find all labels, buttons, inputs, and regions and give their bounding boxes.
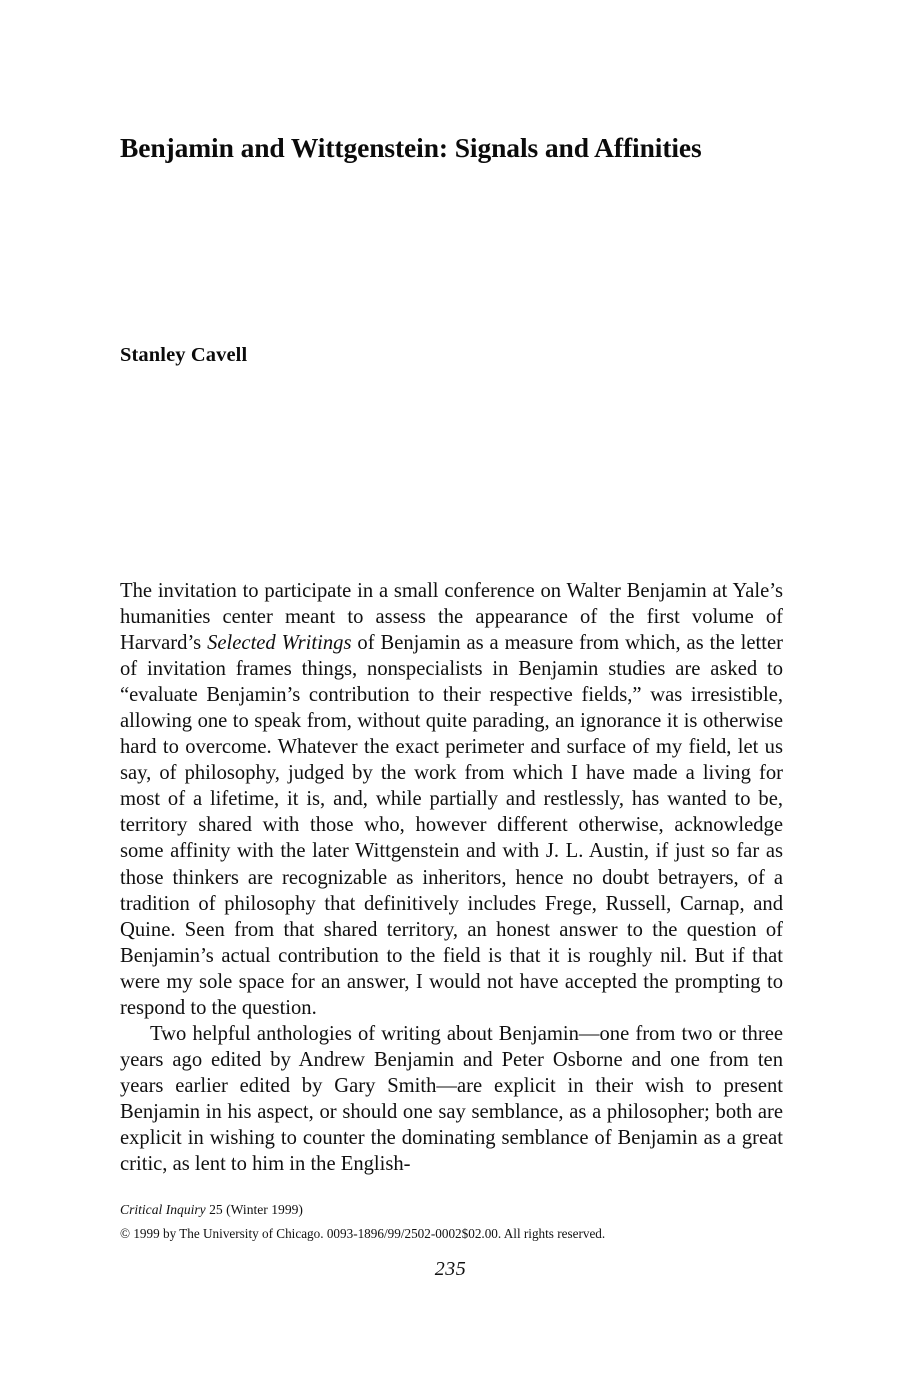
- page-number: 235: [434, 1258, 467, 1280]
- text-run: Two helpful anthologies of writing about Benjamin—one from two or three years ago edited by Andrew Benjamin and Peter Osborne and one from ten years earlier edited by Gary Smith—are explicit in their wish to present Benjamin in his aspect, or should one say semblance, as a philosopher; both are explicit in wishing to counter the dominating semblance of Benjamin as a great critic, as lent to him in the English-: [120, 1022, 783, 1176]
- author-byline: Stanley Cavell: [120, 344, 248, 366]
- journal-issue: 25 (Winter 1999): [205, 1202, 303, 1217]
- italic-title-run: Selected Writings: [207, 632, 352, 655]
- journal-citation-line: [120, 1200, 800, 1219]
- copyright-line: © 1999 by The University of Chicago. 0093-1896/99/2502-0002$02.00. All rights reserved.: [120, 1226, 606, 1241]
- journal-name: Critical Inquiry: [120, 1202, 206, 1217]
- paragraph-2: [120, 1021, 783, 1177]
- footer-citation-block: [120, 1200, 800, 1243]
- paragraph-1: [120, 578, 783, 1021]
- page-title: Benjamin and Wittgenstein: Signals and Affinities: [120, 132, 702, 164]
- text-run: of Benjamin as a measure from which, as the letter of invitation frames things, nonspecialists in Benjamin studies are asked to “evaluate Benjamin’s contribution to their respective fields,” was irresistible, allowing one to speak from, without quite parading, an ignorance it is otherwise hard to overcome. Whatever the exact perimeter and surface of my field, let us say, of philosophy, judged by the work from which I have made a living for most of a lifetime, it is, and, while partially and restlessly, has wanted to be, territory shared with those who, however different otherwise, acknowledge some affinity with the later Wittgenstein and with J. L. Austin, if just so far as those thinkers are recognizable as inheritors, hence no doubt betrayers, of a tradition of philosophy that definitively includes Frege, Russell, Carnap, and Quine. Seen from that shared territory, an honest answer to the question of Benjamin’s actual contribution to the field is that it is roughly nil. But if that were my sole space for an answer, I would not have accepted the prompting to respond to the question.: [120, 632, 783, 1019]
- text-run: The invitation to participate in a small conference on Walter Benjamin at Yale’s humanities center meant to assess the appearance of the first volume of Harvard’s: [120, 580, 783, 655]
- article-body: [120, 578, 783, 1177]
